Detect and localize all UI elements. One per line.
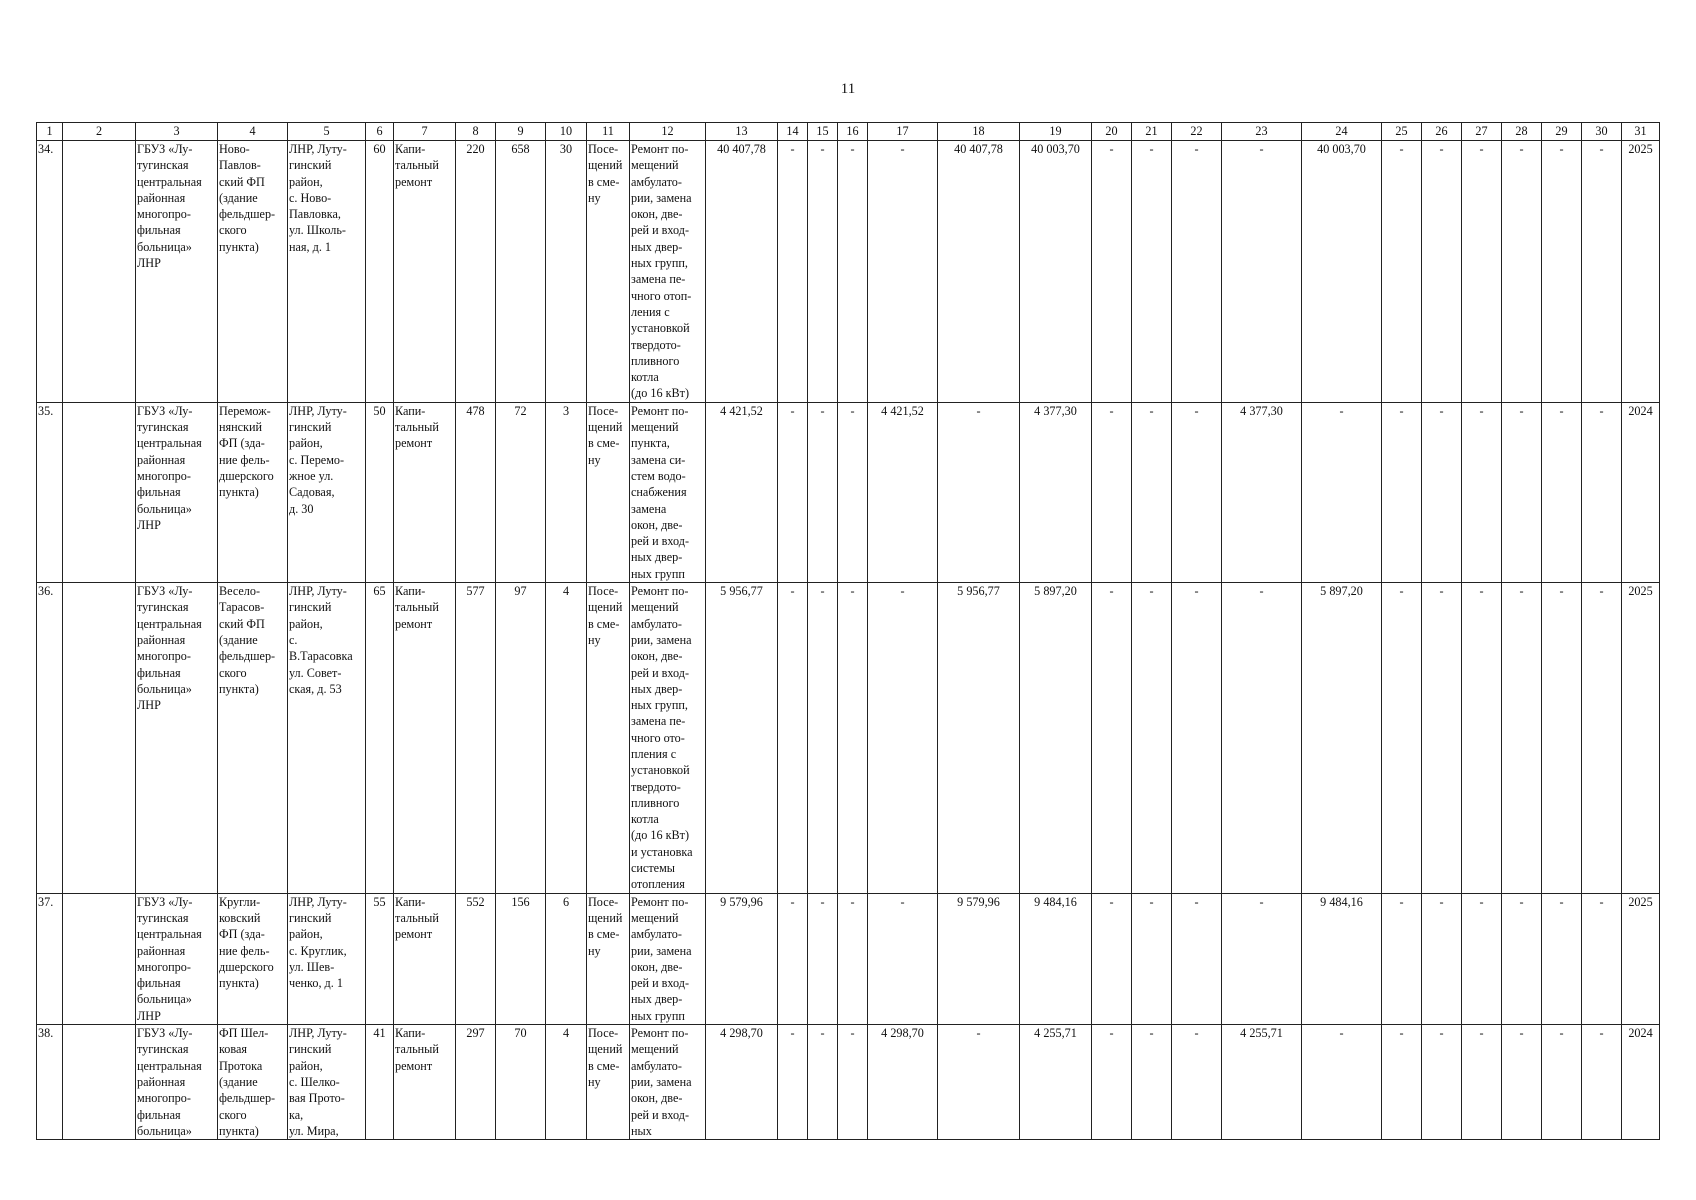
column-30-cell: -: [1582, 402, 1622, 582]
column-number-cell: 16: [838, 123, 868, 141]
row-number-cell: 38.: [37, 1025, 63, 1140]
table-row: [37, 893, 1660, 1024]
table-row: [37, 1025, 1660, 1140]
column-20-cell: -: [1092, 893, 1132, 1024]
column-23-cell: -: [1222, 141, 1302, 403]
column-19-cell: 4 377,30: [1020, 402, 1092, 582]
data-table: [36, 122, 1660, 1140]
column-30-cell: -: [1582, 1025, 1622, 1140]
column-number-cell: 7: [394, 123, 456, 141]
column-20-cell: -: [1092, 402, 1132, 582]
column-15-cell: -: [808, 583, 838, 894]
column-number-cell: 9: [496, 123, 546, 141]
column-16-cell: -: [838, 1025, 868, 1140]
column-29-cell: -: [1542, 402, 1582, 582]
work-type-cell: Капи- тальный ремонт: [394, 402, 456, 582]
column-22-cell: -: [1172, 583, 1222, 894]
column-28-cell: -: [1502, 141, 1542, 403]
column-29-cell: -: [1542, 893, 1582, 1024]
column-number-cell: 23: [1222, 123, 1302, 141]
year-cell: 2024: [1622, 1025, 1660, 1140]
address-cell: ЛНР, Луту- гинский район, с. В.Тарасовка ул. Совет- ская, д. 53: [288, 583, 366, 894]
address-cell: ЛНР, Луту- гинский район, с. Шелко- вая Прото- ка, ул. Мира,: [288, 1025, 366, 1140]
column-24-cell: 40 003,70: [1302, 141, 1382, 403]
column-16-cell: -: [838, 583, 868, 894]
column-18-cell: 40 407,78: [938, 141, 1020, 403]
column-19-cell: 5 897,20: [1020, 583, 1092, 894]
column-17-cell: 4 298,70: [868, 1025, 938, 1140]
column-30-cell: -: [1582, 893, 1622, 1024]
column-17-cell: 4 421,52: [868, 402, 938, 582]
column-number-cell: 15: [808, 123, 838, 141]
work-description-cell: Ремонт по- мещений амбулато- рии, замена окон, две- рей и вход- ных двер- ных групп: [630, 893, 706, 1024]
column-25-cell: -: [1382, 893, 1422, 1024]
column-20-cell: -: [1092, 1025, 1132, 1140]
organization-cell: ГБУЗ «Лу- тугинская центральная районная многопро- фильная больница» ЛНР: [136, 893, 218, 1024]
row-number-cell: 37.: [37, 893, 63, 1024]
column-10-cell: 4: [546, 1025, 587, 1140]
column-26-cell: -: [1422, 1025, 1462, 1140]
column-21-cell: -: [1132, 402, 1172, 582]
column-2-cell: [63, 583, 136, 894]
column-number-cell: 27: [1462, 123, 1502, 141]
column-28-cell: -: [1502, 893, 1542, 1024]
year-cell: 2025: [1622, 583, 1660, 894]
column-number-cell: 14: [778, 123, 808, 141]
column-27-cell: -: [1462, 402, 1502, 582]
address-cell: ЛНР, Луту- гинский район, с. Перемо- жное ул. Садовая, д. 30: [288, 402, 366, 582]
column-number-cell: 6: [366, 123, 394, 141]
column-27-cell: -: [1462, 893, 1502, 1024]
column-10-cell: 30: [546, 141, 587, 403]
facility-name-cell: ФП Шел- ковая Протока (здание фельдшер- ского пункта): [218, 1025, 288, 1140]
total-cost-cell: 4 421,52: [706, 402, 778, 582]
column-25-cell: -: [1382, 402, 1422, 582]
column-number-cell: 26: [1422, 123, 1462, 141]
column-number-cell: 18: [938, 123, 1020, 141]
column-10-cell: 3: [546, 402, 587, 582]
column-24-cell: -: [1302, 1025, 1382, 1140]
column-27-cell: -: [1462, 141, 1502, 403]
total-cost-cell: 40 407,78: [706, 141, 778, 403]
column-number-cell: 20: [1092, 123, 1132, 141]
organization-cell: ГБУЗ «Лу- тугинская центральная районная многопро- фильная больница»: [136, 1025, 218, 1140]
column-27-cell: -: [1462, 583, 1502, 894]
column-number-cell: 8: [456, 123, 496, 141]
total-cost-cell: 5 956,77: [706, 583, 778, 894]
column-10-cell: 6: [546, 893, 587, 1024]
year-cell: 2024: [1622, 402, 1660, 582]
column-8-cell: 478: [456, 402, 496, 582]
column-18-cell: 5 956,77: [938, 583, 1020, 894]
column-number-cell: 31: [1622, 123, 1660, 141]
column-16-cell: -: [838, 402, 868, 582]
facility-name-cell: Перемож- нянский ФП (зда- ние фель- дшерского пункта): [218, 402, 288, 582]
facility-name-cell: Ново- Павлов- ский ФП (здание фельдшер- ского пункта): [218, 141, 288, 403]
column-number-cell: 1: [37, 123, 63, 141]
row-number-cell: 34.: [37, 141, 63, 403]
column-30-cell: -: [1582, 141, 1622, 403]
column-8-cell: 577: [456, 583, 496, 894]
facility-name-cell: Весело- Тарасов- ский ФП (здание фельдшер- ского пункта): [218, 583, 288, 894]
column-8-cell: 297: [456, 1025, 496, 1140]
column-26-cell: -: [1422, 893, 1462, 1024]
column-number-cell: 17: [868, 123, 938, 141]
column-number-cell: 12: [630, 123, 706, 141]
work-description-cell: Ремонт по- мещений амбулато- рии, замена окон, две- рей и вход- ных двер- ных групп, замена пе- чного отоп- ления с установкой твердото- пливного котла (до 16 кВт): [630, 141, 706, 403]
column-9-cell: 97: [496, 583, 546, 894]
column-21-cell: -: [1132, 893, 1172, 1024]
column-number-cell: 3: [136, 123, 218, 141]
column-2-cell: [63, 1025, 136, 1140]
table-row: [37, 402, 1660, 582]
column-number-cell: 5: [288, 123, 366, 141]
column-17-cell: -: [868, 141, 938, 403]
work-description-cell: Ремонт по- мещений амбулато- рии, замена окон, две- рей и вход- ных двер- ных групп, замена пе- чного ото- пления с установкой твердото- пливного котла (до 16 кВт) и установка системы отопления: [630, 583, 706, 894]
year-cell: 2025: [1622, 141, 1660, 403]
column-24-cell: 9 484,16: [1302, 893, 1382, 1024]
capacity-cell: 55: [366, 893, 394, 1024]
column-24-cell: 5 897,20: [1302, 583, 1382, 894]
facility-name-cell: Кругли- ковский ФП (зда- ние фель- дшерского пункта): [218, 893, 288, 1024]
column-2-cell: [63, 893, 136, 1024]
column-18-cell: -: [938, 402, 1020, 582]
column-number-cell: 4: [218, 123, 288, 141]
column-28-cell: -: [1502, 1025, 1542, 1140]
column-15-cell: -: [808, 1025, 838, 1140]
organization-cell: ГБУЗ «Лу- тугинская центральная районная многопро- фильная больница» ЛНР: [136, 583, 218, 894]
column-9-cell: 70: [496, 1025, 546, 1140]
column-18-cell: -: [938, 1025, 1020, 1140]
column-24-cell: -: [1302, 402, 1382, 582]
total-cost-cell: 4 298,70: [706, 1025, 778, 1140]
column-9-cell: 72: [496, 402, 546, 582]
column-9-cell: 156: [496, 893, 546, 1024]
column-22-cell: -: [1172, 893, 1222, 1024]
column-23-cell: -: [1222, 893, 1302, 1024]
column-14-cell: -: [778, 893, 808, 1024]
column-29-cell: -: [1542, 1025, 1582, 1140]
column-16-cell: -: [838, 141, 868, 403]
column-number-cell: 11: [587, 123, 630, 141]
column-27-cell: -: [1462, 1025, 1502, 1140]
table-row: [37, 583, 1660, 894]
address-cell: ЛНР, Луту- гинский район, с. Круглик, ул. Шев- ченко, д. 1: [288, 893, 366, 1024]
address-cell: ЛНР, Луту- гинский район, с. Ново- Павловка, ул. Школь- ная, д. 1: [288, 141, 366, 403]
column-25-cell: -: [1382, 1025, 1422, 1140]
column-23-cell: 4 377,30: [1222, 402, 1302, 582]
column-22-cell: -: [1172, 141, 1222, 403]
page-number: 11: [840, 81, 856, 97]
work-type-cell: Капи- тальный ремонт: [394, 1025, 456, 1140]
column-14-cell: -: [778, 402, 808, 582]
column-26-cell: -: [1422, 141, 1462, 403]
column-25-cell: -: [1382, 583, 1422, 894]
column-8-cell: 552: [456, 893, 496, 1024]
column-number-cell: 30: [1582, 123, 1622, 141]
column-number-row: [37, 123, 1660, 141]
column-8-cell: 220: [456, 141, 496, 403]
column-15-cell: -: [808, 402, 838, 582]
column-14-cell: -: [778, 1025, 808, 1140]
column-20-cell: -: [1092, 583, 1132, 894]
row-number-cell: 35.: [37, 402, 63, 582]
column-number-cell: 22: [1172, 123, 1222, 141]
column-10-cell: 4: [546, 583, 587, 894]
column-number-cell: 28: [1502, 123, 1542, 141]
column-20-cell: -: [1092, 141, 1132, 403]
column-number-cell: 25: [1382, 123, 1422, 141]
column-number-cell: 10: [546, 123, 587, 141]
column-number-cell: 19: [1020, 123, 1092, 141]
column-16-cell: -: [838, 893, 868, 1024]
column-14-cell: -: [778, 583, 808, 894]
work-description-cell: Ремонт по- мещений пункта, замена си- стем водо- снабжения замена окон, две- рей и вход- ных двер- ных групп: [630, 402, 706, 582]
unit-cell: Посе- щений в сме- ну: [587, 583, 630, 894]
work-type-cell: Капи- тальный ремонт: [394, 893, 456, 1024]
capacity-cell: 50: [366, 402, 394, 582]
work-type-cell: Капи- тальный ремонт: [394, 141, 456, 403]
column-17-cell: -: [868, 893, 938, 1024]
column-28-cell: -: [1502, 583, 1542, 894]
column-15-cell: -: [808, 141, 838, 403]
column-28-cell: -: [1502, 402, 1542, 582]
organization-cell: ГБУЗ «Лу- тугинская центральная районная многопро- фильная больница» ЛНР: [136, 141, 218, 403]
capacity-cell: 41: [366, 1025, 394, 1140]
capacity-cell: 65: [366, 583, 394, 894]
column-29-cell: -: [1542, 141, 1582, 403]
work-type-cell: Капи- тальный ремонт: [394, 583, 456, 894]
organization-cell: ГБУЗ «Лу- тугинская центральная районная многопро- фильная больница» ЛНР: [136, 402, 218, 582]
unit-cell: Посе- щений в сме- ну: [587, 1025, 630, 1140]
work-description-cell: Ремонт по- мещений амбулато- рии, замена окон, две- рей и вход- ных: [630, 1025, 706, 1140]
column-number-cell: 24: [1302, 123, 1382, 141]
column-25-cell: -: [1382, 141, 1422, 403]
year-cell: 2025: [1622, 893, 1660, 1024]
column-21-cell: -: [1132, 1025, 1172, 1140]
column-18-cell: 9 579,96: [938, 893, 1020, 1024]
unit-cell: Посе- щений в сме- ну: [587, 141, 630, 403]
column-19-cell: 9 484,16: [1020, 893, 1092, 1024]
column-21-cell: -: [1132, 583, 1172, 894]
column-30-cell: -: [1582, 583, 1622, 894]
column-22-cell: -: [1172, 1025, 1222, 1140]
column-number-cell: 21: [1132, 123, 1172, 141]
column-19-cell: 40 003,70: [1020, 141, 1092, 403]
row-number-cell: 36.: [37, 583, 63, 894]
capacity-cell: 60: [366, 141, 394, 403]
column-26-cell: -: [1422, 402, 1462, 582]
unit-cell: Посе- щений в сме- ну: [587, 893, 630, 1024]
column-26-cell: -: [1422, 583, 1462, 894]
column-9-cell: 658: [496, 141, 546, 403]
column-29-cell: -: [1542, 583, 1582, 894]
column-23-cell: -: [1222, 583, 1302, 894]
column-number-cell: 29: [1542, 123, 1582, 141]
unit-cell: Посе- щений в сме- ну: [587, 402, 630, 582]
column-23-cell: 4 255,71: [1222, 1025, 1302, 1140]
column-number-cell: 13: [706, 123, 778, 141]
column-19-cell: 4 255,71: [1020, 1025, 1092, 1140]
column-14-cell: -: [778, 141, 808, 403]
column-2-cell: [63, 402, 136, 582]
column-number-cell: 2: [63, 123, 136, 141]
total-cost-cell: 9 579,96: [706, 893, 778, 1024]
column-21-cell: -: [1132, 141, 1172, 403]
column-22-cell: -: [1172, 402, 1222, 582]
column-2-cell: [63, 141, 136, 403]
column-17-cell: -: [868, 583, 938, 894]
column-15-cell: -: [808, 893, 838, 1024]
table-row: [37, 141, 1660, 403]
